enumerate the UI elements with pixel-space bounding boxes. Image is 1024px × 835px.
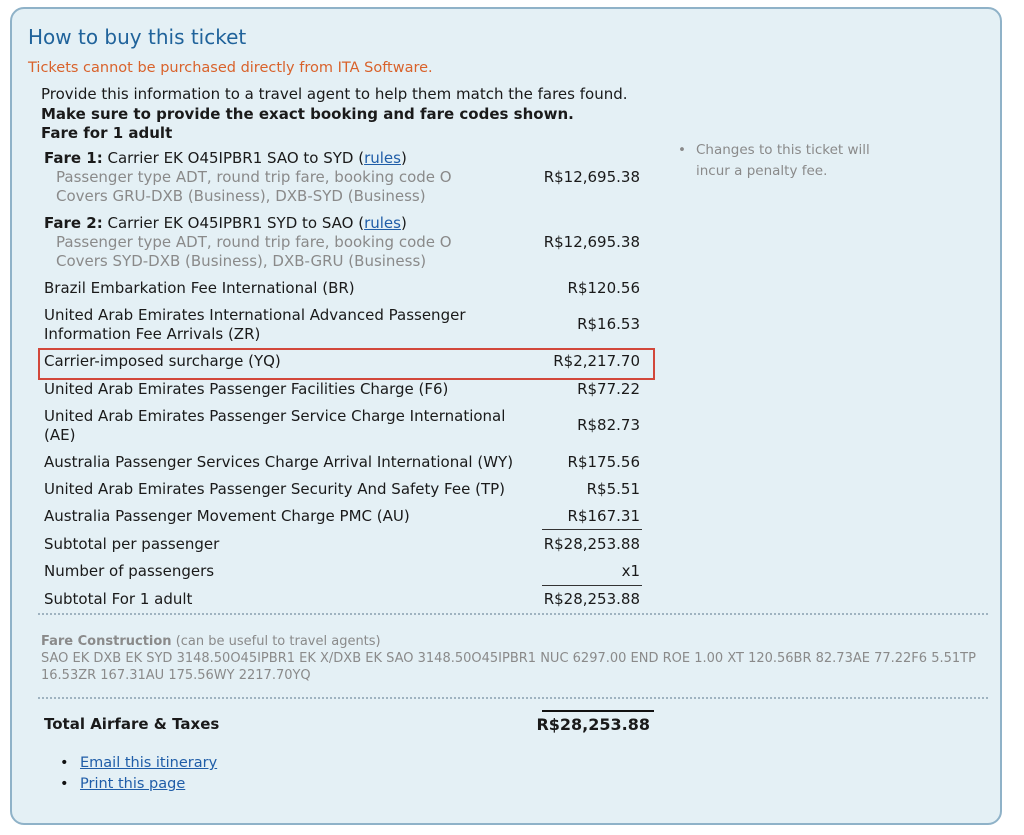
fare-construction <box>41 633 986 684</box>
adult-subtotal-amount: R$28,253.88 <box>543 590 640 608</box>
tax-ae-label-2: (AE) <box>44 426 76 444</box>
tax-tp-amount: R$5.51 <box>586 480 640 498</box>
tax-br-label: Brazil Embarkation Fee International (BR) <box>44 279 355 297</box>
dotted-divider <box>38 697 988 699</box>
bullet-icon: • <box>60 755 69 771</box>
fare-2-passenger: Passenger type ADT, round trip fare, booking code O <box>56 233 452 251</box>
print-page-item <box>60 776 185 792</box>
fare-1-header <box>44 149 407 168</box>
fare-1-label: Fare 1: <box>44 149 103 167</box>
fare-2-covers: Covers SYD-DXB (Business), DXB-GRU (Business) <box>56 252 427 270</box>
buy-ticket-panel <box>10 7 1002 825</box>
bullet-icon: • <box>60 776 69 792</box>
tax-wy-amount: R$175.56 <box>567 453 640 471</box>
fare-2-rules-link[interactable]: rules <box>364 214 401 232</box>
tax-ae-label-1: United Arab Emirates Passenger Service Charge International <box>44 407 506 425</box>
fare-2-desc: Carrier EK O45IPBR1 SYD to SAO ( <box>107 214 365 232</box>
subtotal-rule <box>542 529 642 530</box>
penalty-note-text: Changes to this ticket will incur a penalty fee. <box>696 142 870 179</box>
total-label: Total Airfare & Taxes <box>44 715 220 733</box>
subtotal-per-passenger-amount: R$28,253.88 <box>543 535 640 553</box>
passenger-count-label: Number of passengers <box>44 562 215 580</box>
tax-yq-label: Carrier-imposed surcharge (YQ) <box>44 352 281 370</box>
fare-1-covers: Covers GRU-DXB (Business), DXB-SYD (Business) <box>56 187 426 205</box>
email-itinerary-item <box>60 755 217 771</box>
fare-construction-text: SAO EK DXB EK SYD 3148.50O45IPBR1 EK X/DXB EK SAO 3148.50O45IPBR1 NUC 6297.00 END ROE 1.00 XT 120.56BR 82.73AE 77.22F6 5.51TP 16.53ZR 167.31AU 175.56WY 2217.70YQ <box>41 651 976 683</box>
tax-zr-amount: R$16.53 <box>577 315 640 333</box>
fare-2-header <box>44 214 407 233</box>
print-page-link[interactable]: Print this page <box>80 776 186 792</box>
intro-emphasis: Make sure to provide the exact booking and fare codes shown. <box>41 105 574 123</box>
email-itinerary-link[interactable]: Email this itinerary <box>80 755 218 771</box>
fare-1-rules-link[interactable]: rules <box>364 149 401 167</box>
tax-f6-label: United Arab Emirates Passenger Facilities Charge (F6) <box>44 380 449 398</box>
total-rule <box>542 710 654 712</box>
fare-2-close: ) <box>400 214 407 232</box>
fare-for-heading: Fare for 1 adult <box>41 124 173 142</box>
fare-1-amount: R$12,695.38 <box>543 168 640 186</box>
tax-zr-label-2: Information Fee Arrivals (ZR) <box>44 325 261 343</box>
adult-subtotal-label: Subtotal For 1 adult <box>44 590 193 608</box>
subtotal-per-passenger-label: Subtotal per passenger <box>44 535 220 553</box>
passenger-count-value: x1 <box>621 562 640 580</box>
fare-1-desc: Carrier EK O45IPBR1 SAO to SYD ( <box>107 149 365 167</box>
adult-subtotal-rule <box>542 585 642 586</box>
fare-construction-hint: (can be useful to travel agents) <box>171 634 381 649</box>
fare-construction-heading: Fare Construction <box>41 634 172 649</box>
tax-zr-label-1: United Arab Emirates International Advanced Passenger <box>44 306 466 324</box>
tax-au-amount: R$167.31 <box>567 507 640 525</box>
purchase-warning: Tickets cannot be purchased directly from ITA Software. <box>28 60 433 76</box>
fare-1-passenger: Passenger type ADT, round trip fare, booking code O <box>56 168 452 186</box>
tax-ae-amount: R$82.73 <box>577 416 640 434</box>
tax-f6-amount: R$77.22 <box>577 380 640 398</box>
panel-title: How to buy this ticket <box>28 25 247 49</box>
tax-au-label: Australia Passenger Movement Charge PMC (AU) <box>44 507 410 525</box>
tax-tp-label: United Arab Emirates Passenger Security And Safety Fee (TP) <box>44 480 506 498</box>
bullet-icon: • <box>678 142 686 158</box>
tax-br-amount: R$120.56 <box>567 279 640 297</box>
tax-yq-amount: R$2,217.70 <box>553 352 640 370</box>
dotted-divider <box>38 613 988 615</box>
intro-text: Provide this information to a travel agent to help them match the fares found. <box>41 85 628 103</box>
fare-2-label: Fare 2: <box>44 214 103 232</box>
fare-1-close: ) <box>400 149 407 167</box>
total-amount: R$28,253.88 <box>536 715 650 734</box>
fare-2-amount: R$12,695.38 <box>543 233 640 251</box>
tax-wy-label: Australia Passenger Services Charge Arrival International (WY) <box>44 453 514 471</box>
